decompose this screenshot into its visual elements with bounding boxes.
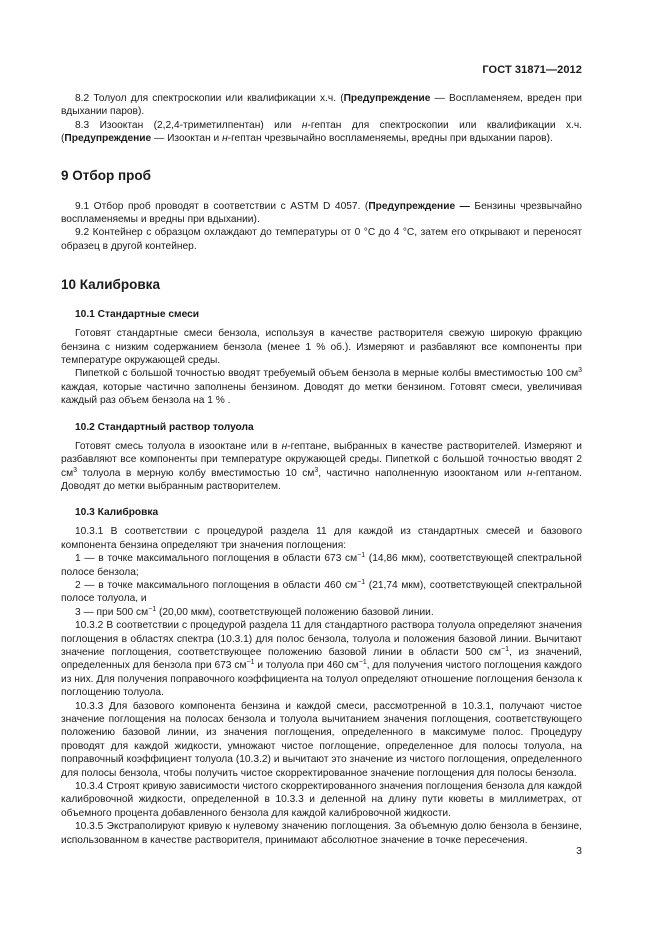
document-code: ГОСТ 31871—2012 bbox=[482, 64, 582, 76]
subsection-10-3-heading: 10.3 Калибровка bbox=[75, 507, 159, 519]
paragraph-10-3-1: 10.3.1 В соответствии с процедурой раздела 11 для каждой из стандартных смесей и базового компонента бензина определяют три значения поглощения: bbox=[61, 526, 582, 551]
paragraph-9-2: 9.2 Контейнер с образцом охлаждают до температуры от 0 °С до 4 °С, затем его открывают и переносят образец в другой контейнер. bbox=[61, 227, 582, 252]
paragraph-10-1-b: Пипеткой с большой точностью вводят требуемый объем бензола в мерные колбы вместимостью 100 $см^3$ каждая, которые частично заполнены бензином. Доводят до метки бензином. Готовят смеси, увеличивая каждый раз объем бензола на 1 % . bbox=[61, 367, 582, 407]
section-9-heading: 9 Отбор проб bbox=[61, 167, 151, 183]
subsection-10-2-heading: 10.2 Стандартный раствор толуола bbox=[75, 421, 254, 433]
paragraph-8-2: 8.2 Толуол для спектроскопии или квалификации х.ч. (Предупреждение — Воспламеняем, вреден при вдыхании паров). bbox=[61, 93, 583, 118]
list-item-2: 2 — в точке максимального поглощения в области 460 $см^{-1}$ (21,74 мкм), соответствующей спектральной полосе толуола, и bbox=[61, 578, 582, 605]
paragraph-10-2: Готовят смесь толуола в изооктане или в н-гептане, выбранных в качестве растворителей. Измеряют и разбавляют все компоненты при температуре окружающей среды. Пипеткой с большой точностью вводят 2 $см^3$ толуола в мерную колбу вместимостью 10 $см^3$, частично наполненную изооктаном или н-гептаном. Доводят до метки выбранным растворителем. bbox=[61, 440, 583, 492]
list-item-1: 1 — в точке максимального поглощения в области 673 $см^{-1}$ (14,86 мкм), соответствующей спектральной полосе бензола; bbox=[61, 552, 582, 578]
paragraph-10-1-a: Готовят стандартные смеси бензола, используя в качестве растворителя свежую широкую фракцию бензина с низким содержанием бензола (менее 1 % об.). Измеряют и разбавляют все компоненты при температуре окружающей среды. bbox=[61, 328, 582, 367]
paragraph-10-3-4: 10.3.4 Строят кривую зависимости чистого скорректированного значения поглощения бензола для каждой калибровочной жидкости, определенной в 10.3.3 и деленной на длину пути кюветы в миллиметрах, от объемного процента добавленного бензола для каждой калибровочной жидкости. bbox=[61, 781, 582, 819]
document-body bbox=[61, 92, 582, 847]
paragraph-10-3-5: 10.3.5 Экстраполируют кривую к нулевому значению поглощения. За объемную долю бензола в бензине, использованном в качестве растворителя, принимают абсолютное значение в точке пересечения. bbox=[61, 821, 582, 846]
paragraph-10-3-3: 10.3.3 Для базового компонента бензина и каждой смеси, рассмотренной в 10.3.1, получают чистое значение поглощения на полосах бензола и толуола вычитанием значения поглощения, соответствующего положению базовой линии, из значения поглощения, определенного в максимуме полос. Процедуру проводят для каждой жидкости, умножают чистое поглощение, определенное для полосы толуола, на поправочный коэффициент толуола (10.3.2) и вычитают это значение из чистого поглощения, определенного для полосы бензола, чтобы получить чистое скорректированное значение поглощения для полосы бензола. bbox=[61, 700, 582, 779]
paragraph-10-3-2: 10.3.2 В соответствии с процедурой раздела 11 для стандартного раствора толуола определяют значения поглощения в областях спектра (10.3.1) для полос бензола, толуола и положения базовой линии. Вычитают значение поглощения, соответствующее положению базовой линии в области 500 $см^{-1}$, из значений, определенных для бензола при 673 $см^{-1}$ и толуола при 460 $см^{-1}$, для получения чистого поглощения каждого из них. Для получения поправочного коэффициента на толуол определяют отношение поглощения бензола к поглощению толуола. bbox=[61, 620, 583, 699]
list-item-3: 3 — при 500 $см^{-1}$ (20,00 мкм), соответствующей положению базовой линии. bbox=[75, 605, 434, 618]
paragraph-9-1: 9.1 Отбор проб проводят в соответствии с ASTM D 4057. (Предупреждение — Бензины чрезвычайно воспламеняемы и вредны при вдыхании). bbox=[61, 200, 582, 226]
subsection-10-1-heading: 10.1 Стандартные смеси bbox=[75, 309, 200, 321]
paragraph-8-3: 8.3 Изооктан (2,2,4-триметилпентан) или н-гептан для спектроскопии или квалификации х.ч. (Предупреждение — Изооктан и н-гептан чрезвычайно воспламеняемы, вредны при вдыхании паров). bbox=[61, 119, 583, 145]
section-10-heading: 10 Калибровка bbox=[61, 277, 160, 293]
page-number: 3 bbox=[576, 845, 582, 857]
